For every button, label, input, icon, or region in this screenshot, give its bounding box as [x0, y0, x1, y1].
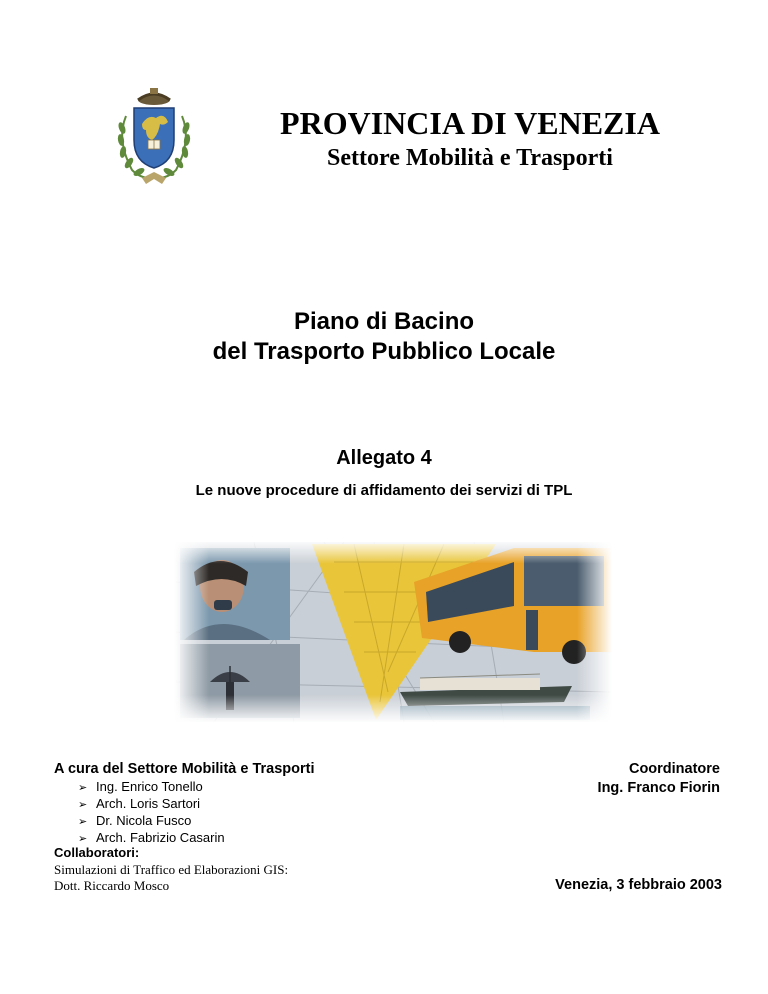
arrow-bullet-icon: ➢ — [78, 816, 88, 828]
cover-collage-image — [174, 542, 612, 722]
arrow-bullet-icon: ➢ — [78, 782, 88, 794]
credits-heading: A cura del Settore Mobilità e Trasporti — [54, 761, 315, 777]
province-coat-of-arms-icon — [112, 78, 196, 190]
list-item: ➢ Dr. Nicola Fusco — [78, 813, 192, 828]
list-item: ➢ Arch. Fabrizio Casarin — [78, 830, 225, 845]
list-item: ➢ Ing. Enrico Tonello — [78, 779, 203, 794]
coordinator-name: Ing. Franco Fiorin — [597, 780, 720, 796]
document-title-line-1: Piano di Bacino — [293, 308, 475, 335]
place-and-date: Venezia, 3 febbraio 2003 — [555, 877, 722, 893]
document-title — [0, 307, 768, 367]
list-item: ➢ Arch. Loris Sartori — [78, 796, 201, 811]
arrow-bullet-icon: ➢ — [78, 799, 88, 811]
shield-icon — [134, 108, 174, 168]
collaborators-heading: Collaboratori: — [54, 845, 140, 860]
document-title-line-2: del Trasporto Pubblico Locale — [212, 338, 556, 365]
collaborators-role: Simulazioni di Traffico ed Elaborazioni GIS: — [54, 862, 289, 877]
collaborators-name: Dott. Riccardo Mosco — [54, 878, 170, 893]
organization-subtitle: Settore Mobilità e Trasporti — [327, 145, 613, 171]
organization-title: PROVINCIA DI VENEZIA — [280, 105, 660, 141]
attachment-number: Allegato 4 — [336, 447, 432, 469]
coordinator-heading: Coordinatore — [628, 761, 720, 777]
arrow-bullet-icon: ➢ — [78, 833, 88, 845]
crown-icon — [138, 88, 170, 105]
team-list — [78, 779, 225, 847]
document-subtitle: Le nuove procedure di affidamento dei servizi di TPL — [195, 482, 573, 499]
